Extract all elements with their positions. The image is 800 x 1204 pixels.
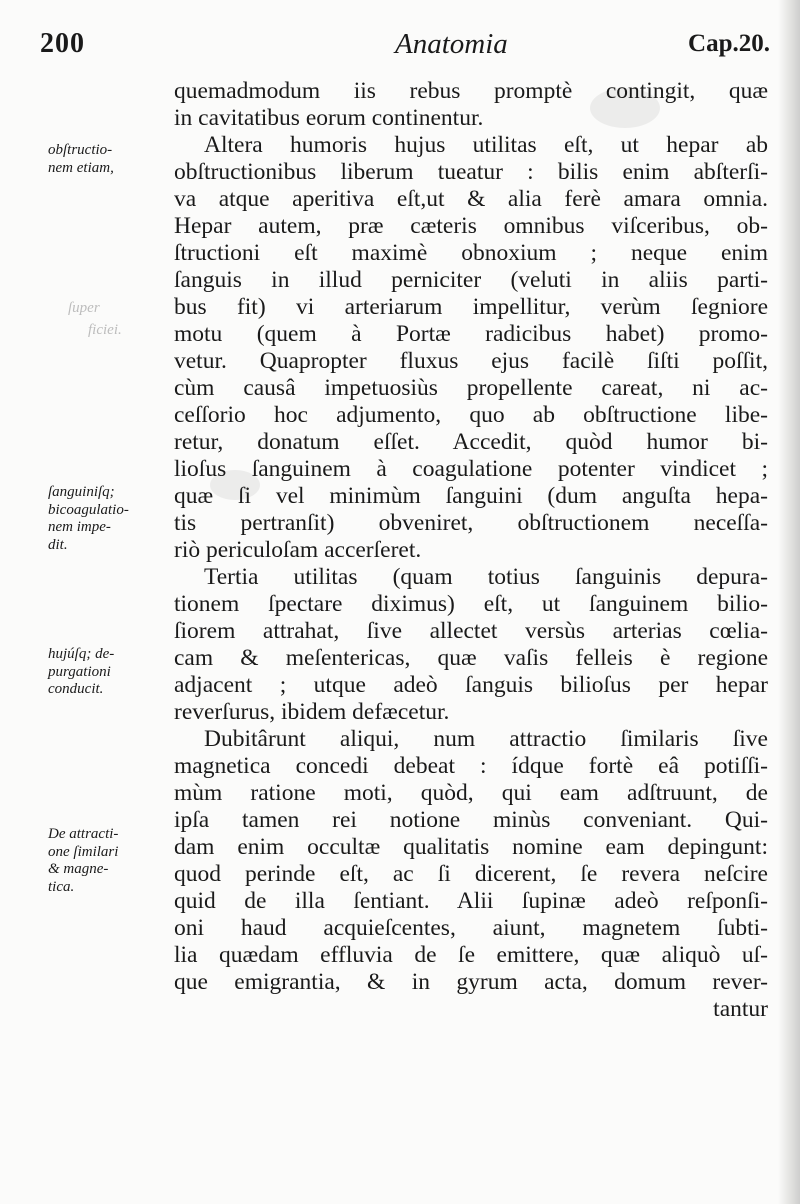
margin-note-line: tica.	[48, 878, 75, 895]
text-line: Hepar autem, præ cæteris omnibus viſceribus, ob-	[174, 213, 768, 239]
margin-note-line: De attracti-	[48, 826, 119, 842]
text-line: retur, donatum eſſet. Accedit, quòd humor bi-	[174, 429, 768, 455]
text-line: tis pertranſit) obveniret, obſtructionem neceſſa-	[174, 510, 768, 536]
margin-note-line: ſanguiniſq;	[48, 484, 115, 500]
margin-note-line: & magne-	[48, 861, 109, 877]
text-line: oni haud acquieſcentes, aiunt, magnetem ſubti-	[174, 915, 768, 941]
margin-note-line: one ſimilari	[48, 843, 119, 860]
text-line: lioſus ſanguinem à coagulatione potenter vindicet ;	[174, 456, 768, 482]
text-line: vetur. Quapropter fluxus ejus facilè ſiſti poſſit,	[174, 348, 768, 374]
text-line: adjacent ; utque adeò ſanguis bilioſus per hepar	[174, 672, 768, 698]
paragraph-start-line: Dubitârunt aliqui, num attractio ſimilaris ſive	[204, 726, 768, 752]
running-title: Anatomia	[395, 28, 508, 60]
margin-note-line: hujúſq; de-	[48, 646, 115, 662]
page-number: 200	[40, 28, 85, 59]
text-line: magnetica concedi debeat : ídque fortè eâ potiſſi-	[174, 753, 768, 779]
text-line: quemadmodum iis rebus promptè contingit, quæ	[174, 78, 768, 104]
margin-note-line: bicoagulatio-	[48, 501, 129, 518]
margin-note-line: purgationi	[48, 663, 111, 680]
margin-note-line: conducit.	[48, 681, 104, 697]
margin-note-line: dit.	[48, 536, 68, 553]
chapter-label: Cap.20.	[688, 30, 770, 57]
margin-note	[48, 826, 178, 896]
text-line: tionem ſpectare diximus) eſt, ut ſanguinem bilio-	[174, 591, 768, 617]
text-line: ſanguis in illud perniciter (veluti in aliis parti-	[174, 267, 768, 293]
main-text-column	[174, 78, 768, 1023]
text-line: riò periculoſam accerſeret.	[174, 537, 422, 563]
paragraph-start-line: Altera humoris hujus utilitas eſt, ut hepar ab	[204, 132, 768, 158]
text-line: quod perinde eſt, ac ſi dicerent, ſe revera neſcire	[174, 861, 768, 887]
text-line: motu (quem à Portæ radicibus habet) promo-	[174, 321, 768, 347]
margin-note-line: nem etiam,	[48, 159, 114, 176]
text-line: bus fit) vi arteriarum impellitur, verùm ſegniore	[174, 294, 768, 320]
text-line: ipſa tamen rei notione minùs conveniant. Qui-	[174, 807, 768, 833]
text-line: in cavitatibus eorum continentur.	[174, 105, 484, 131]
text-line: va atque aperitiva eſt,ut & alia ferè amara omnia.	[174, 186, 768, 212]
text-line: quid de illa ſentiant. Alii ſupinæ adeò reſponſi-	[174, 888, 768, 914]
text-line: cam & meſentericas, quæ vaſis felleis è regione	[174, 645, 768, 671]
text-line: que emigrantia, & in gyrum acta, domum rever-	[174, 969, 768, 995]
catchword: tantur	[713, 996, 768, 1022]
page-gutter-shadow	[778, 0, 800, 1204]
text-line: mùm ratione moti, quòd, qui eam adſtruunt, de	[174, 780, 768, 806]
margin-note-line: obſtructio-	[48, 142, 113, 158]
text-line: dam enim occultæ qualitatis nomine eam depingunt:	[174, 834, 768, 860]
margin-note-line: nem impe-	[48, 519, 111, 535]
text-line: obſtructionibus liberum tueatur : bilis enim abſterſi-	[174, 159, 768, 185]
bleed-through-text: ſuper	[68, 300, 100, 316]
paragraph-start-line: Tertia utilitas (quam totius ſanguinis depura-	[204, 564, 768, 590]
text-line: lia quædam effluvia de ſe emittere, quæ aliquò uſ-	[174, 942, 768, 968]
text-line: ſiorem attrahat, ſive allectet versùs arterias cœlia-	[174, 618, 768, 644]
page-header	[40, 28, 770, 68]
text-line: quæ ſi vel minimùm ſanguini (dum anguſta hepa-	[174, 483, 768, 509]
text-line: ſtructioni eſt maximè obnoxium ; neque enim	[174, 240, 768, 266]
margin-note	[48, 646, 178, 699]
text-line: reverſurus, ibidem defæcetur.	[174, 699, 450, 725]
text-line: ceſſorio hoc adjumento, quo ab obſtructione libe-	[174, 402, 768, 428]
margin-note	[48, 484, 178, 554]
bleed-through-text: ficiei.	[88, 322, 122, 338]
text-line: cùm causâ impetuosiùs propellente careat, ni ac-	[174, 375, 768, 401]
margin-note	[48, 142, 178, 177]
